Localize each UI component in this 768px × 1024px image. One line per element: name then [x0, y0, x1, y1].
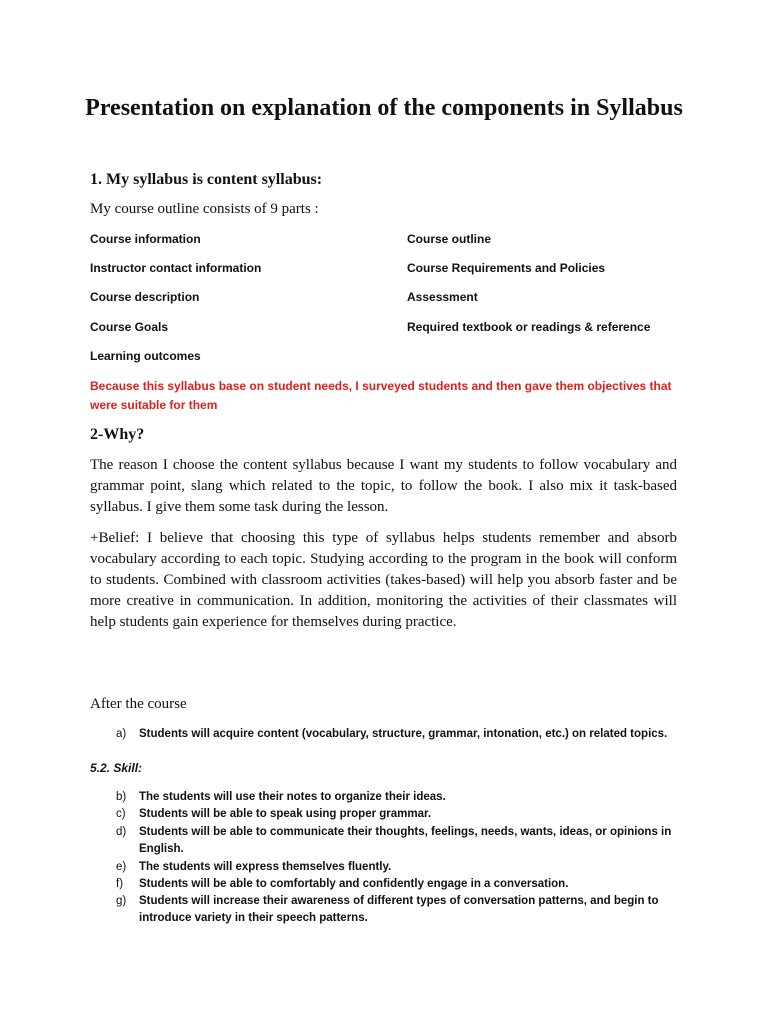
list-item-text: Students will be able to comfortably and confidently engage in a conversation.: [139, 878, 569, 890]
student-needs-note: Because this syllabus base on student needs, I surveyed students and then gave them objectives that were suitable for them: [90, 379, 672, 412]
list-marker: b): [116, 791, 127, 803]
outline-part: Learning outcomes: [90, 349, 201, 363]
list-marker: f): [116, 878, 124, 890]
list-item: [90, 876, 680, 893]
section-heading-why: 2-Why?: [90, 426, 145, 443]
list-item-text: Students will be able to speak using proper grammar.: [139, 808, 432, 820]
list-marker: a): [116, 728, 127, 740]
outline-part: Course Goals: [90, 320, 169, 334]
list-item: [90, 824, 680, 858]
outline-part: Instructor contact information: [90, 261, 262, 275]
outline-part: Course Requirements and Policies: [407, 261, 606, 275]
list-marker: d): [116, 826, 127, 838]
outline-part: Course information: [90, 232, 201, 246]
list-item: [90, 893, 680, 927]
list-item: [90, 859, 680, 876]
section-heading-content-syllabus: 1. My syllabus is content syllabus:: [90, 171, 323, 188]
list-item: [90, 789, 680, 806]
outline-part: Course outline: [407, 232, 492, 246]
after-course-label: After the course: [90, 696, 187, 712]
page-title: Presentation on explanation of the components in Syllabus: [85, 95, 683, 121]
list-item-text: The students will express themselves fluently.: [139, 861, 392, 873]
belief-paragraph: +Belief: I believe that choosing this type of syllabus helps students remember and absorb vocabulary according to each topic. Studying according to the program in the book will conform to students. Combined with classroom activities (takes-based) will help you absorb faster and be more creative in communication. In addition, monitoring the activities of their classmates will help students gain experience for themselves during practice.: [90, 530, 677, 630]
list-item-text: Students will be able to communicate their thoughts, feelings, needs, wants, ideas, or opinions in English.: [139, 826, 672, 855]
list-item: [90, 806, 680, 823]
list-item-text: Students will increase their awareness of different types of conversation patterns, and begin to introduce variety in their speech patterns.: [139, 895, 659, 924]
outline-part: Assessment: [407, 290, 478, 304]
list-marker: c): [116, 808, 126, 820]
reason-paragraph: The reason I choose the content syllabus because I want my students to follow vocabulary and grammar point, slang which related to the topic, to follow the book. I also mix it task-based syllabus. I give them some task during the lesson.: [90, 457, 677, 515]
list-item-text: Students will acquire content (vocabulary, structure, grammar, intonation, etc.) on related topics.: [139, 728, 668, 740]
list-marker: g): [116, 895, 127, 907]
course-outline-intro: My course outline consists of 9 parts :: [90, 201, 319, 217]
skill-subheading: 5.2. Skill:: [90, 761, 143, 775]
outline-part: Required textbook or readings & reference: [407, 320, 651, 334]
list-item: [90, 726, 680, 743]
list-item-text: The students will use their notes to organize their ideas.: [139, 791, 446, 803]
list-marker: e): [116, 861, 127, 873]
outline-part: Course description: [90, 290, 200, 304]
